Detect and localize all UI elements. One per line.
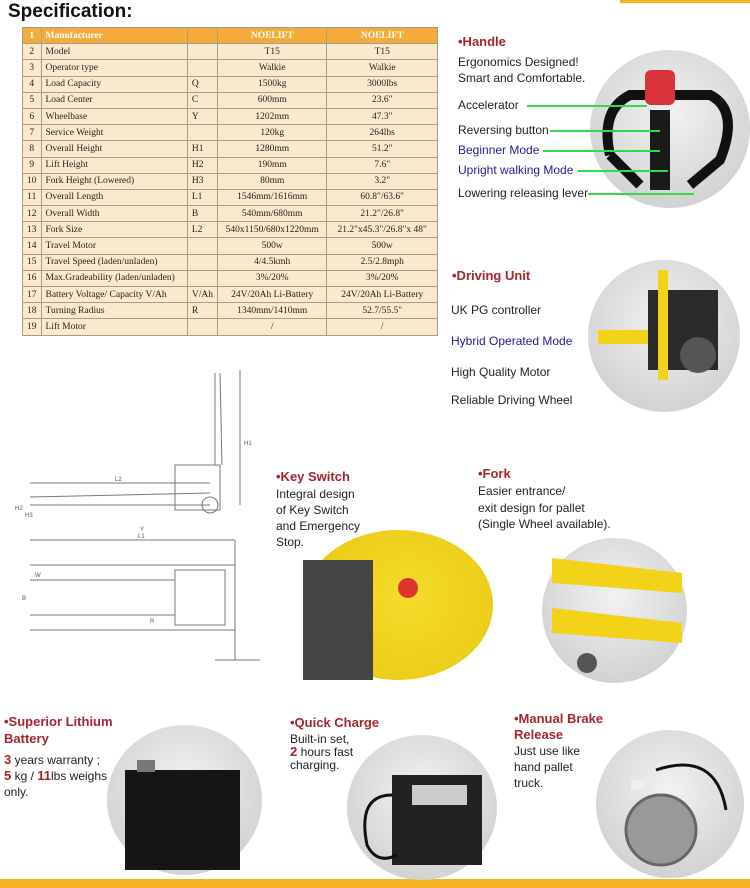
parameter-name: Model <box>41 44 187 60</box>
brake-text: truck. <box>514 776 544 790</box>
table-row <box>23 303 438 319</box>
parameter-name: Service Weight <box>41 125 187 141</box>
handle-desc-1: Ergonomics Designed! <box>458 55 579 69</box>
dim-label: R <box>150 619 155 625</box>
table-row <box>23 44 438 60</box>
symbol: H2 <box>187 157 217 173</box>
imperial-value: 3.2" <box>327 173 438 189</box>
symbol <box>187 28 217 44</box>
weight-kg: 5 <box>4 768 12 783</box>
spec-table <box>22 27 438 336</box>
charger-icon <box>347 735 497 880</box>
table-row <box>23 254 438 270</box>
symbol: V/Ah <box>187 287 217 303</box>
row-number: 9 <box>23 157 42 173</box>
symbol: H1 <box>187 141 217 157</box>
imperial-value: 60.8"/63.6" <box>327 189 438 205</box>
key-switch-text: and Emergency <box>276 519 361 533</box>
driving-heading: •Driving Unit <box>452 268 531 283</box>
brake-text: hand pallet <box>514 760 573 774</box>
dim-label: Y <box>140 527 145 533</box>
fork-text: (Single Wheel available). <box>478 517 611 531</box>
row-number: 18 <box>23 303 42 319</box>
pointer-line <box>527 105 647 107</box>
parameter-name: Travel Motor <box>41 238 187 254</box>
brake-heading-2: Release <box>514 727 564 742</box>
symbol: L1 <box>187 189 217 205</box>
brake-icon <box>596 730 744 878</box>
table-row <box>23 206 438 222</box>
row-number: 3 <box>23 60 42 76</box>
parameter-name: Fork Size <box>41 222 187 238</box>
dim-label: H3 <box>25 513 33 519</box>
imperial-value: 47.3" <box>327 108 438 124</box>
fork-text: exit design for pallet <box>478 501 585 515</box>
table-row <box>23 189 438 205</box>
symbol: C <box>187 92 217 108</box>
metric-value: 4/4.5kmh <box>217 254 326 270</box>
metric-value: 1500kg <box>217 76 326 92</box>
battery-text: only. <box>4 785 29 799</box>
row-number: 10 <box>23 173 42 189</box>
row-number: 13 <box>23 222 42 238</box>
table-row <box>23 238 438 254</box>
battery-warranty <box>4 752 100 768</box>
driving-item: Reliable Driving Wheel <box>451 393 573 407</box>
imperial-value: T15 <box>327 44 438 60</box>
row-number: 7 <box>23 125 42 141</box>
driving-unit-photo <box>588 260 740 412</box>
table-row <box>23 173 438 189</box>
handle-icon <box>590 50 750 208</box>
symbol: L2 <box>187 222 217 238</box>
parameter-name: Wheelbase <box>41 108 187 124</box>
dim-label: B <box>22 596 27 602</box>
brake-photo <box>596 730 744 878</box>
fork-photo <box>542 538 687 683</box>
charge-text-2: hours fast <box>297 745 354 759</box>
imperial-value: 264lbs <box>327 125 438 141</box>
parameter-name: Load Center <box>41 92 187 108</box>
imperial-value: 3000lbs <box>327 76 438 92</box>
row-number: 1 <box>23 28 42 44</box>
metric-value: 600mm <box>217 92 326 108</box>
imperial-value: 23.6" <box>327 92 438 108</box>
table-row <box>23 222 438 238</box>
pointer-line <box>550 130 660 132</box>
charge-hours: 2 <box>290 744 298 759</box>
metric-value: Walkie <box>217 60 326 76</box>
table-row <box>23 270 438 286</box>
pointer-line <box>578 170 668 172</box>
row-number: 12 <box>23 206 42 222</box>
row-number: 4 <box>23 76 42 92</box>
warranty-years: 3 <box>4 752 12 767</box>
symbol <box>187 44 217 60</box>
parameter-name: Lift Height <box>41 157 187 173</box>
row-number: 16 <box>23 270 42 286</box>
parameter-name: Load Capacity <box>41 76 187 92</box>
handle-label-reversing: Reversing button <box>458 123 549 137</box>
symbol: R <box>187 303 217 319</box>
pointer-line <box>588 193 694 195</box>
imperial-value: 51.2" <box>327 141 438 157</box>
metric-value: 3%/20% <box>217 270 326 286</box>
table-row <box>23 319 438 335</box>
imperial-value: 3%/20% <box>327 270 438 286</box>
dim-label: L1 <box>138 534 145 540</box>
handle-label-beginner: Beginner Mode <box>458 143 540 157</box>
pointer-line <box>543 150 660 152</box>
row-number: 2 <box>23 44 42 60</box>
battery-heading: •Superior Lithium <box>4 714 113 729</box>
metric-value: 24V/20Ah Li-Battery <box>217 287 326 303</box>
imperial-value: NOELIFT <box>327 28 438 44</box>
parameter-name: Fork Height (Lowered) <box>41 173 187 189</box>
handle-photo <box>590 50 750 208</box>
metric-value: 1546mm/1616mm <box>217 189 326 205</box>
dim-label: H2 <box>15 506 23 512</box>
row-number: 17 <box>23 287 42 303</box>
top-accent-bar <box>620 0 750 3</box>
metric-value: 120kg <box>217 125 326 141</box>
metric-value: 500w <box>217 238 326 254</box>
parameter-name: Travel Speed (laden/unladen) <box>41 254 187 270</box>
table-row <box>23 125 438 141</box>
symbol: Q <box>187 76 217 92</box>
battery-weight <box>4 768 107 784</box>
imperial-value: 500w <box>327 238 438 254</box>
key-switch-photo <box>303 530 493 680</box>
symbol <box>187 319 217 335</box>
parameter-name: Overall Length <box>41 189 187 205</box>
parameter-name: Lift Motor <box>41 319 187 335</box>
fork-text: Easier entrance/ <box>478 484 566 498</box>
driving-item: Hybrid Operated Mode <box>451 334 573 348</box>
charge-text: charging. <box>290 758 340 772</box>
row-number: 11 <box>23 189 42 205</box>
row-number: 8 <box>23 141 42 157</box>
table-row <box>23 92 438 108</box>
symbol: B <box>187 206 217 222</box>
row-number: 14 <box>23 238 42 254</box>
row-number: 15 <box>23 254 42 270</box>
symbol: H3 <box>187 173 217 189</box>
drive-unit-icon <box>588 260 740 412</box>
page-title: Specification: <box>8 1 133 22</box>
metric-value: 80mm <box>217 173 326 189</box>
handle-label-lowering: Lowering releasing lever <box>458 186 589 200</box>
imperial-value: Walkie <box>327 60 438 76</box>
metric-value: 540mm/680mm <box>217 206 326 222</box>
table-row <box>23 108 438 124</box>
parameter-name: Overall Width <box>41 206 187 222</box>
table-header-row <box>23 28 438 44</box>
fork-heading: •Fork <box>478 466 511 481</box>
row-number: 5 <box>23 92 42 108</box>
weight-lbs: 11 <box>37 768 51 783</box>
imperial-value: / <box>327 319 438 335</box>
row-number: 19 <box>23 319 42 335</box>
battery-text: lbs weighs <box>51 769 108 783</box>
emergency-stop-icon <box>303 530 493 680</box>
table-row <box>23 141 438 157</box>
handle-label-upright: Upright walking Mode <box>458 163 574 177</box>
battery-icon <box>107 725 262 875</box>
symbol <box>187 125 217 141</box>
battery-photo <box>107 725 262 875</box>
imperial-value: 52.7/55.5" <box>327 303 438 319</box>
table-row <box>23 60 438 76</box>
metric-value: / <box>217 319 326 335</box>
handle-desc-2: Smart and Comfortable. <box>458 71 586 85</box>
battery-text: kg / <box>11 769 38 783</box>
symbol <box>187 238 217 254</box>
dim-label: H1 <box>244 441 252 447</box>
metric-value: 1280mm <box>217 141 326 157</box>
handle-label-accelerator: Accelerator <box>458 98 519 112</box>
fork-icon <box>542 538 687 683</box>
imperial-value: 21.2"x45.3"/26.8"x 48" <box>327 222 438 238</box>
parameter-name: Max.Gradeability (laden/unladen) <box>41 270 187 286</box>
symbol <box>187 60 217 76</box>
charger-photo <box>347 735 497 880</box>
table-row <box>23 76 438 92</box>
metric-value: 1202mm <box>217 108 326 124</box>
battery-heading-2: Battery <box>4 731 49 746</box>
imperial-value: 7.6" <box>327 157 438 173</box>
key-switch-text: Integral design <box>276 487 355 501</box>
metric-value: 1340mm/1410mm <box>217 303 326 319</box>
brake-heading: •Manual Brake <box>514 711 604 726</box>
bottom-accent-bar <box>0 879 750 888</box>
symbol: Y <box>187 108 217 124</box>
metric-value: T15 <box>217 44 326 60</box>
metric-value: NOELIFT <box>217 28 326 44</box>
symbol <box>187 270 217 286</box>
dim-label: L2 <box>115 477 122 483</box>
battery-text: years warranty ; <box>11 753 100 767</box>
table-row <box>23 157 438 173</box>
symbol <box>187 254 217 270</box>
dim-label: W <box>35 573 41 579</box>
handle-heading: •Handle <box>458 34 506 49</box>
imperial-value: 24V/20Ah Li-Battery <box>327 287 438 303</box>
parameter-name: Turning Radius <box>41 303 187 319</box>
table-row <box>23 287 438 303</box>
driving-item: UK PG controller <box>451 303 542 317</box>
charge-text: Built-in set, <box>290 732 350 746</box>
dimension-drawing <box>10 365 260 665</box>
parameter-name: Operator type <box>41 60 187 76</box>
parameter-name: Overall Height <box>41 141 187 157</box>
parameter-name: Battery Voltage/ Capacity V/Ah <box>41 287 187 303</box>
parameter-name: Manufacturer <box>41 28 187 44</box>
key-switch-text: Stop. <box>276 535 305 549</box>
row-number: 6 <box>23 108 42 124</box>
driving-item: High Quality Motor <box>451 365 551 379</box>
key-switch-text: of Key Switch <box>276 503 349 517</box>
metric-value: 540x1150/680x1220mm <box>217 222 326 238</box>
key-switch-heading: •Key Switch <box>276 469 350 484</box>
brake-text: Just use like <box>514 744 581 758</box>
imperial-value: 2.5/2.8mph <box>327 254 438 270</box>
metric-value: 190mm <box>217 157 326 173</box>
imperial-value: 21.2"/26.8" <box>327 206 438 222</box>
charge-heading: •Quick Charge <box>290 715 380 730</box>
